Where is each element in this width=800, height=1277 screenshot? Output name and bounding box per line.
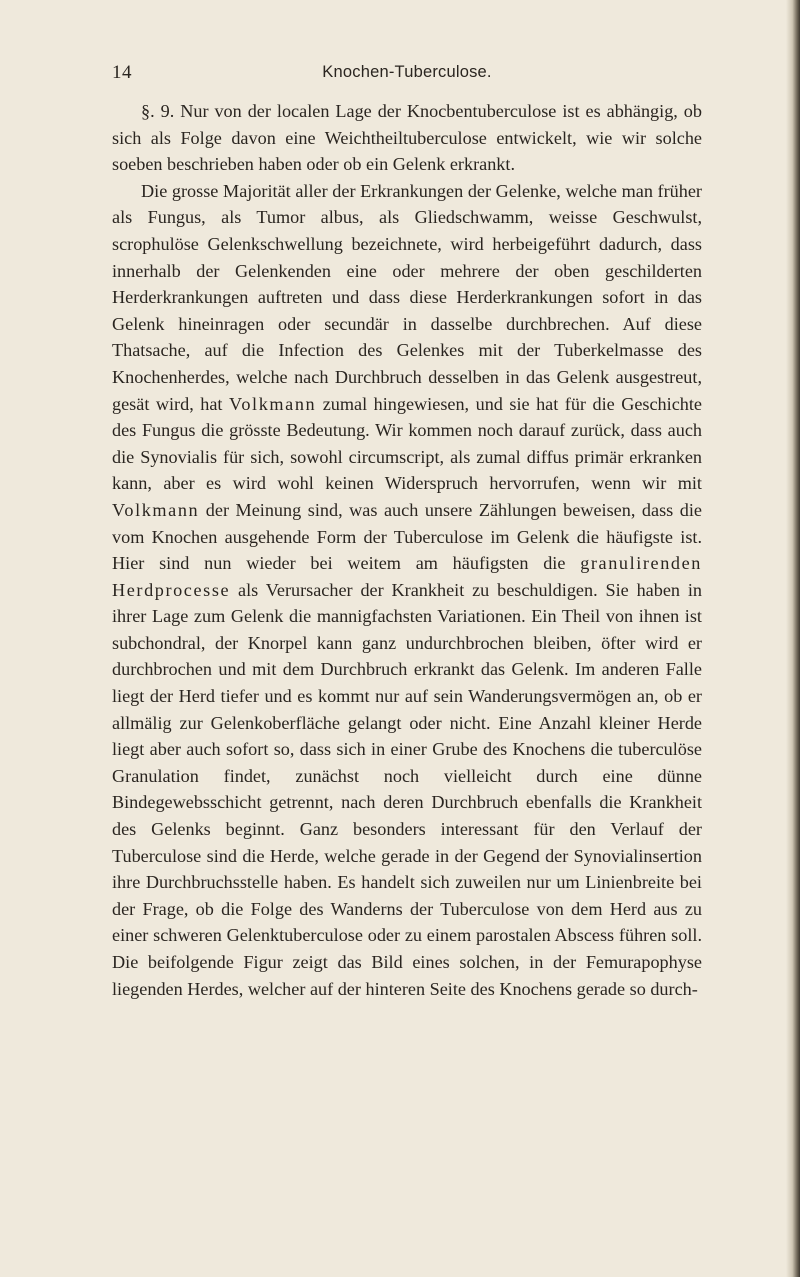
paragraph-section-9 bbox=[112, 98, 702, 178]
body-text bbox=[112, 98, 702, 1002]
page-number: 14 bbox=[112, 62, 132, 83]
paragraph-2-part-3: der Meinung sind, was auch unsere Zählungen beweisen, dass die vom Knochen ausgehende Form der Tuberculose im Gelenk die häufigste ist. Hier sind nun wieder bei weitem am häufigsten die bbox=[112, 499, 702, 574]
page-edge-shadow bbox=[786, 0, 800, 1277]
emphasized-term: granulirenden Herdprocesse bbox=[112, 553, 702, 600]
paragraph-joint-disease bbox=[112, 178, 702, 1002]
paragraph-1-text: §. 9. Nur von der localen Lage der Knocbentuberculose ist es abhängig, ob sich als Folge davon eine Weichtheiltuberculose entwickelt, wie wir solche soeben beschrieben haben oder ob ein Gelenk erkrankt. bbox=[112, 101, 702, 175]
author-name-volkmann: Volkmann bbox=[228, 393, 317, 414]
running-head bbox=[112, 62, 702, 88]
paragraph-2-part-4: als Verursacher der Krankheit zu beschuldigen. Sie haben in ihrer Lage zum Gelenk die mannigfachsten Variationen. Ein Theil von ihnen ist subchondral, der Knorpel kann ganz undurchbrochen bleiben, öfter wird er durchbrochen und mit dem Durchbruch erkrankt das Gelenk. Im anderen Falle liegt der Herd tiefer und es kommt nur auf sein Wanderungsvermögen an, ob er allmälig zur Gelenkoberfläche gelangt oder nicht. Eine Anzahl kleiner Herde liegt aber auch sofort so, dass sich in einer Grube des Knochens die tuberculöse Granulation findet, zunächst noch vielleicht durch eine dünne Bindegewebsschicht getrennt, nach deren Durchbruch ebenfalls die Krankheit des Gelenks beginnt. Ganz besonders interessant für den Verlauf der Tuberculose sind die Herde, welche gerade in der Gegend der Synovialinsertion ihre Durchbruchsstelle haben. Es handelt sich zuweilen nur um Linienbreite bei der Frage, ob die Folge des Wanderns der Tuberculose von dem Herd aus zu einer schweren Gelenktuberculose oder zu einem parostalen Abscess führen soll. Die beifolgende Figur zeigt das Bild eines solchen, in der Femurapophyse liegenden Herdes, welcher auf der hinteren Seite des Knochens gerade so durch- bbox=[112, 579, 702, 999]
paragraph-2-part-2: zumal hingewiesen, und sie hat für die Geschichte des Fungus die grösste Bedeutung. Wir kommen noch darauf zurück, dass auch die Synovialis für sich, sowohl circumscript, als zumal diffus primär erkranken kann, aber es wird wohl keinen Widerspruch hervorrufen, wenn wir mit bbox=[112, 393, 702, 494]
running-title: Knochen-Tuberculose. bbox=[322, 63, 492, 81]
paragraph-2-part-1: Die grosse Majorität aller der Erkrankungen der Gelenke, welche man früher als Fungus, als Tumor albus, als Gliedschwamm, weisse Geschwulst, scrophulöse Gelenkschwellung bezeichnete, wird herbeigeführt dadurch, dass innerhalb der Gelenkenden eine oder mehrere der oben geschilderten Herderkrankungen auftreten und dass diese Herderkrankungen sofort in das Gelenk hineinragen oder secundär in dasselbe durchbrechen. Auf diese Thatsache, auf die Infection des Gelenkes mit der Tuberkelmasse des Knochenherdes, welche nach Durchbruch desselben in das Gelenk ausgestreut, gesät wird, hat bbox=[112, 180, 702, 414]
author-name-volkmann-2: Volkmann bbox=[112, 499, 200, 520]
